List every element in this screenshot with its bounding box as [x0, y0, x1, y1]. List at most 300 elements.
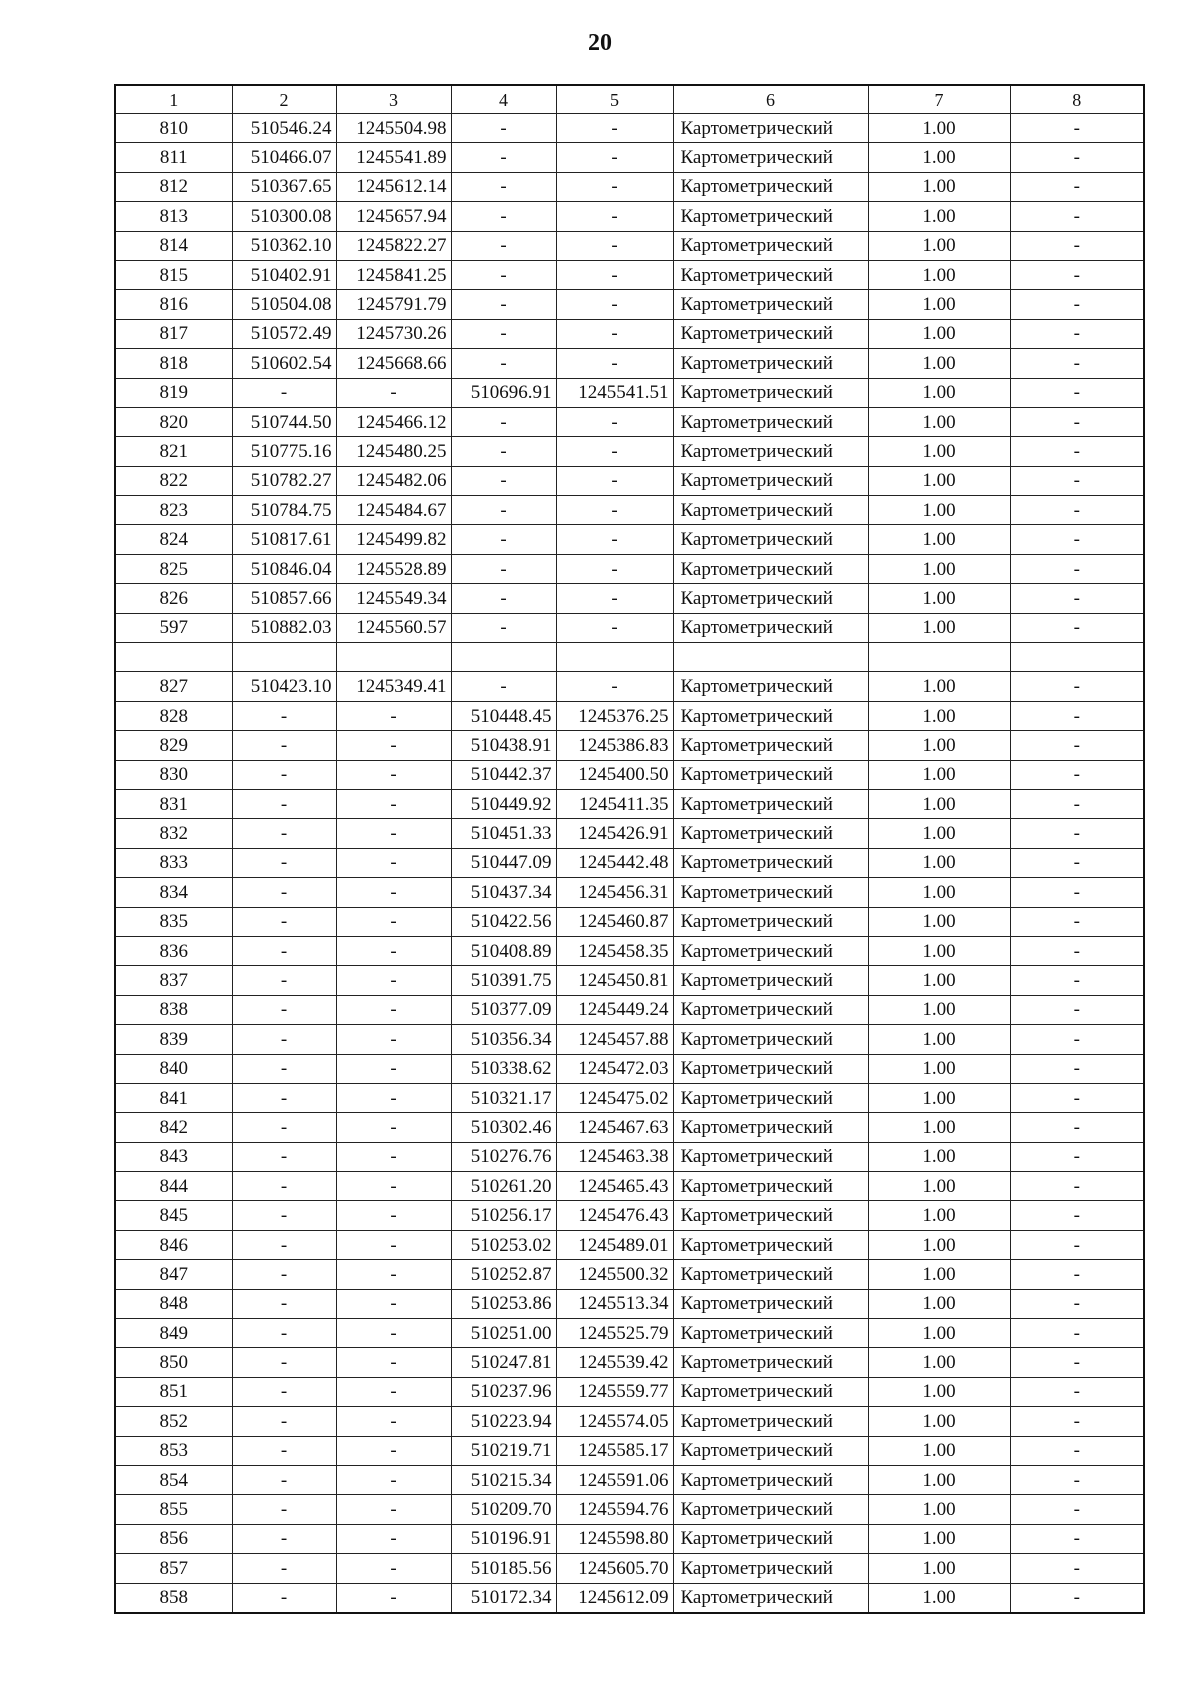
table-cell-col-8: - — [1010, 731, 1144, 760]
table-cell-col-6: Картометрический — [673, 1465, 868, 1494]
table-cell-col-2: - — [232, 1201, 336, 1230]
table-cell-col-4: - — [451, 202, 556, 231]
table-cell-col-7: 1.00 — [868, 496, 1010, 525]
table-cell-col-4: 510447.09 — [451, 848, 556, 877]
table-row — [115, 1465, 1144, 1494]
table-cell-col-8: - — [1010, 1054, 1144, 1083]
table-cell-col-2: 510367.65 — [232, 172, 336, 201]
table-cell-col-3: - — [336, 1495, 451, 1524]
table-cell-col-5: 1245605.70 — [556, 1554, 673, 1583]
table-cell-col-7: 1.00 — [868, 1524, 1010, 1553]
table-cell-col-3: - — [336, 1054, 451, 1083]
table-cell-col-8: - — [1010, 260, 1144, 289]
table-cell-col-5: - — [556, 672, 673, 701]
table-cell-col-5: 1245463.38 — [556, 1142, 673, 1171]
table-cell-col-3: - — [336, 907, 451, 936]
table-cell-col-5: 1245400.50 — [556, 760, 673, 789]
table-cell-col-7: 1.00 — [868, 319, 1010, 348]
table-cell-col-4: - — [451, 466, 556, 495]
table-cell-col-5: - — [556, 172, 673, 201]
table-cell-col-5: 1245513.34 — [556, 1289, 673, 1318]
table-cell-col-1: 828 — [115, 701, 232, 730]
table-cell-col-8: - — [1010, 1348, 1144, 1377]
table-row — [115, 1083, 1144, 1112]
table-cell-col-2: 510362.10 — [232, 231, 336, 260]
table-cell-col-4: - — [451, 231, 556, 260]
table-cell-col-7: 1.00 — [868, 907, 1010, 936]
table-cell-col-2: - — [232, 1025, 336, 1054]
table-cell-col-6: Картометрический — [673, 114, 868, 143]
table-cell-col-7: 1.00 — [868, 554, 1010, 583]
table-cell-col-1: 842 — [115, 1113, 232, 1142]
table-row — [115, 936, 1144, 965]
table-cell-col-8: - — [1010, 1465, 1144, 1494]
table-cell-col-8: - — [1010, 525, 1144, 554]
table-cell-col-7: 1.00 — [868, 731, 1010, 760]
table-row — [115, 1201, 1144, 1230]
table-cell-col-4: 510321.17 — [451, 1083, 556, 1112]
table-cell-col-4: - — [451, 525, 556, 554]
table-cell-col-6: Картометрический — [673, 1524, 868, 1553]
table-cell-col-4: 510442.37 — [451, 760, 556, 789]
table-cell-col-3: - — [336, 1260, 451, 1289]
table-row — [115, 848, 1144, 877]
table-cell-col-3: - — [336, 1319, 451, 1348]
table-cell-col-4: 510209.70 — [451, 1495, 556, 1524]
table-cell-col-5: 1245456.31 — [556, 878, 673, 907]
table-cell-col-7: 1.00 — [868, 231, 1010, 260]
table-cell-col-3: 1245668.66 — [336, 349, 451, 378]
table-cell-col-5: 1245426.91 — [556, 819, 673, 848]
table-cell-col-8: - — [1010, 966, 1144, 995]
table-cell-col-2: - — [232, 848, 336, 877]
table-cell-col-6: Картометрический — [673, 878, 868, 907]
table-cell-col-6: Картометрический — [673, 1554, 868, 1583]
table-cell-col-2: - — [232, 1289, 336, 1318]
table-cell-col-7: 1.00 — [868, 1377, 1010, 1406]
table-cell-col-4: 510338.62 — [451, 1054, 556, 1083]
table-row — [115, 1054, 1144, 1083]
table-cell-col-1: 838 — [115, 995, 232, 1024]
table-cell-col-4: 510422.56 — [451, 907, 556, 936]
table-cell-col-3: - — [336, 819, 451, 848]
table-cell-col-5: 1245594.76 — [556, 1495, 673, 1524]
table-cell-col-3 — [336, 643, 451, 672]
table-cell-col-4: 510223.94 — [451, 1407, 556, 1436]
table-cell-col-6: Картометрический — [673, 672, 868, 701]
table-cell-col-4: - — [451, 349, 556, 378]
table-row — [115, 966, 1144, 995]
table-cell-col-8: - — [1010, 202, 1144, 231]
table-cell-col-6: Картометрический — [673, 760, 868, 789]
table-cell-col-2: - — [232, 760, 336, 789]
table-cell-col-4 — [451, 643, 556, 672]
table-cell-col-8: - — [1010, 1083, 1144, 1112]
table-cell-col-7: 1.00 — [868, 760, 1010, 789]
table-row — [115, 1348, 1144, 1377]
table-cell-col-8: - — [1010, 1554, 1144, 1583]
column-header-3: 3 — [336, 85, 451, 114]
column-header-1: 1 — [115, 85, 232, 114]
table-row — [115, 1436, 1144, 1465]
table-cell-col-6: Картометрический — [673, 1407, 868, 1436]
table-cell-col-4: 510302.46 — [451, 1113, 556, 1142]
table-cell-col-5: 1245585.17 — [556, 1436, 673, 1465]
table-cell-col-3: 1245541.89 — [336, 143, 451, 172]
table-cell-col-8: - — [1010, 1142, 1144, 1171]
table-cell-col-4: - — [451, 143, 556, 172]
table-cell-col-8: - — [1010, 319, 1144, 348]
table-row — [115, 760, 1144, 789]
table-cell-col-6: Картометрический — [673, 1113, 868, 1142]
table-cell-col-6: Картометрический — [673, 1436, 868, 1465]
table-row — [115, 231, 1144, 260]
table-cell-col-8: - — [1010, 496, 1144, 525]
table-cell-col-6: Картометрический — [673, 1377, 868, 1406]
table-cell-col-5: 1245574.05 — [556, 1407, 673, 1436]
table-cell-col-6: Картометрический — [673, 290, 868, 319]
table-cell-col-6: Картометрический — [673, 936, 868, 965]
table-cell-col-2: - — [232, 1524, 336, 1553]
table-row — [115, 290, 1144, 319]
table-row — [115, 496, 1144, 525]
table-cell-col-8: - — [1010, 789, 1144, 818]
table-cell-col-3: 1245484.67 — [336, 496, 451, 525]
table-cell-col-8: - — [1010, 1319, 1144, 1348]
table-cell-col-8: - — [1010, 672, 1144, 701]
table-row — [115, 701, 1144, 730]
table-cell-col-8: - — [1010, 407, 1144, 436]
table-cell-col-2: - — [232, 701, 336, 730]
table-row — [115, 319, 1144, 348]
table-cell-col-3: - — [336, 789, 451, 818]
table-cell-col-3: 1245349.41 — [336, 672, 451, 701]
table-cell-col-8 — [1010, 643, 1144, 672]
table-cell-col-8: - — [1010, 1172, 1144, 1201]
table-cell-col-2: 510546.24 — [232, 114, 336, 143]
table-cell-col-7: 1.00 — [868, 378, 1010, 407]
table-cell-col-4: - — [451, 260, 556, 289]
column-header-4: 4 — [451, 85, 556, 114]
table-header-row — [115, 85, 1144, 114]
table-cell-col-1 — [115, 643, 232, 672]
table-cell-col-1: 855 — [115, 1495, 232, 1524]
table-cell-col-5 — [556, 643, 673, 672]
table-cell-col-2: 510572.49 — [232, 319, 336, 348]
table-cell-col-8: - — [1010, 848, 1144, 877]
table-row — [115, 554, 1144, 583]
table-row — [115, 643, 1144, 672]
table-cell-col-3: 1245730.26 — [336, 319, 451, 348]
table-cell-col-7: 1.00 — [868, 1407, 1010, 1436]
table-cell-col-6: Картометрический — [673, 1583, 868, 1613]
table-cell-col-4: 510451.33 — [451, 819, 556, 848]
table-cell-col-1: 832 — [115, 819, 232, 848]
table-cell-col-8: - — [1010, 819, 1144, 848]
table-cell-col-7: 1.00 — [868, 1083, 1010, 1112]
table-cell-col-5: - — [556, 260, 673, 289]
table-cell-col-5: 1245539.42 — [556, 1348, 673, 1377]
table-cell-col-5: 1245449.24 — [556, 995, 673, 1024]
table-cell-col-4: 510251.00 — [451, 1319, 556, 1348]
table-cell-col-6: Картометрический — [673, 202, 868, 231]
table-cell-col-3: - — [336, 701, 451, 730]
table-cell-col-8: - — [1010, 554, 1144, 583]
table-cell-col-4: 510449.92 — [451, 789, 556, 818]
table-row — [115, 613, 1144, 642]
table-cell-col-1: 816 — [115, 290, 232, 319]
table-cell-col-7: 1.00 — [868, 466, 1010, 495]
table-cell-col-3: - — [336, 848, 451, 877]
table-cell-col-5: - — [556, 525, 673, 554]
table-cell-col-3: 1245528.89 — [336, 554, 451, 583]
table-row — [115, 260, 1144, 289]
table-row — [115, 1495, 1144, 1524]
table-cell-col-5: 1245460.87 — [556, 907, 673, 936]
table-cell-col-6: Картометрический — [673, 701, 868, 730]
table-cell-col-4: 510237.96 — [451, 1377, 556, 1406]
table-cell-col-3: - — [336, 878, 451, 907]
table-cell-col-5: - — [556, 114, 673, 143]
table-cell-col-3: 1245841.25 — [336, 260, 451, 289]
table-cell-col-4: - — [451, 407, 556, 436]
table-cell-col-7: 1.00 — [868, 1436, 1010, 1465]
table-cell-col-1: 846 — [115, 1230, 232, 1259]
table-cell-col-7: 1.00 — [868, 407, 1010, 436]
table-cell-col-8: - — [1010, 1407, 1144, 1436]
table-cell-col-5: 1245591.06 — [556, 1465, 673, 1494]
table-cell-col-6: Картометрический — [673, 584, 868, 613]
table-cell-col-6: Картометрический — [673, 172, 868, 201]
table-cell-col-8: - — [1010, 584, 1144, 613]
table-row — [115, 995, 1144, 1024]
table-cell-col-2: - — [232, 378, 336, 407]
table-cell-col-3: - — [336, 1436, 451, 1465]
table-cell-col-4: 510261.20 — [451, 1172, 556, 1201]
table-cell-col-2: 510602.54 — [232, 349, 336, 378]
table-cell-col-6: Картометрический — [673, 437, 868, 466]
table-row — [115, 1025, 1144, 1054]
table-cell-col-1: 841 — [115, 1083, 232, 1112]
table-cell-col-6: Картометрический — [673, 1201, 868, 1230]
table-cell-col-6: Картометрический — [673, 1230, 868, 1259]
table-cell-col-2: - — [232, 1436, 336, 1465]
table-cell-col-2: - — [232, 1230, 336, 1259]
table-cell-col-4: - — [451, 496, 556, 525]
table-cell-col-7 — [868, 643, 1010, 672]
table-cell-col-4: - — [451, 554, 556, 583]
table-cell-col-6: Картометрический — [673, 1142, 868, 1171]
table-cell-col-5: 1245598.80 — [556, 1524, 673, 1553]
table-row — [115, 349, 1144, 378]
table-cell-col-6: Картометрический — [673, 789, 868, 818]
table-cell-col-5: - — [556, 319, 673, 348]
table-cell-col-4: - — [451, 584, 556, 613]
table-cell-col-1: 819 — [115, 378, 232, 407]
table-cell-col-7: 1.00 — [868, 584, 1010, 613]
table-row — [115, 1407, 1144, 1436]
table-cell-col-5: - — [556, 437, 673, 466]
table-cell-col-6: Картометрический — [673, 1172, 868, 1201]
table-cell-col-3: - — [336, 1583, 451, 1613]
table-cell-col-4: - — [451, 613, 556, 642]
column-header-8: 8 — [1010, 85, 1144, 114]
table-cell-col-5: 1245475.02 — [556, 1083, 673, 1112]
table-cell-col-7: 1.00 — [868, 1554, 1010, 1583]
table-cell-col-6: Картометрический — [673, 1054, 868, 1083]
table-cell-col-6: Картометрический — [673, 496, 868, 525]
table-cell-col-5: 1245450.81 — [556, 966, 673, 995]
table-cell-col-6: Картометрический — [673, 1025, 868, 1054]
table-cell-col-1: 822 — [115, 466, 232, 495]
table-row — [115, 437, 1144, 466]
table-cell-col-2: - — [232, 1554, 336, 1583]
table-cell-col-5: 1245612.09 — [556, 1583, 673, 1613]
table-cell-col-6: Картометрический — [673, 731, 868, 760]
table-cell-col-1: 840 — [115, 1054, 232, 1083]
table-cell-col-5: 1245465.43 — [556, 1172, 673, 1201]
table-cell-col-1: 597 — [115, 613, 232, 642]
table-cell-col-8: - — [1010, 1436, 1144, 1465]
table-cell-col-6: Картометрический — [673, 1289, 868, 1318]
table-cell-col-2: - — [232, 1407, 336, 1436]
table-cell-col-6: Картометрический — [673, 143, 868, 172]
table-cell-col-7: 1.00 — [868, 936, 1010, 965]
table-cell-col-6 — [673, 643, 868, 672]
table-cell-col-1: 827 — [115, 672, 232, 701]
table-row — [115, 202, 1144, 231]
table-cell-col-2: - — [232, 1319, 336, 1348]
table-cell-col-8: - — [1010, 437, 1144, 466]
table-cell-col-6: Картометрический — [673, 407, 868, 436]
column-header-7: 7 — [868, 85, 1010, 114]
table-cell-col-2: - — [232, 936, 336, 965]
table-cell-col-2: - — [232, 1083, 336, 1112]
table-cell-col-5: 1245458.35 — [556, 936, 673, 965]
table-cell-col-1: 844 — [115, 1172, 232, 1201]
table-row — [115, 1554, 1144, 1583]
table-cell-col-5: - — [556, 554, 673, 583]
table-cell-col-3: - — [336, 995, 451, 1024]
table-cell-col-4: 510448.45 — [451, 701, 556, 730]
table-cell-col-2: 510423.10 — [232, 672, 336, 701]
table-cell-col-6: Картометрический — [673, 613, 868, 642]
table-cell-col-2: 510817.61 — [232, 525, 336, 554]
table-cell-col-4: - — [451, 672, 556, 701]
table-cell-col-1: 814 — [115, 231, 232, 260]
table-cell-col-5: - — [556, 496, 673, 525]
table-cell-col-8: - — [1010, 701, 1144, 730]
table-cell-col-4: 510437.34 — [451, 878, 556, 907]
table-cell-col-2: - — [232, 1348, 336, 1377]
table-row — [115, 878, 1144, 907]
table-cell-col-7: 1.00 — [868, 1142, 1010, 1171]
table-cell-col-3: - — [336, 936, 451, 965]
table-row — [115, 1289, 1144, 1318]
table-cell-col-4: 510696.91 — [451, 378, 556, 407]
table-cell-col-7: 1.00 — [868, 701, 1010, 730]
table-row — [115, 1230, 1144, 1259]
table-cell-col-3: 1245480.25 — [336, 437, 451, 466]
table-cell-col-4: 510253.86 — [451, 1289, 556, 1318]
table-cell-col-2: - — [232, 819, 336, 848]
table-cell-col-6: Картометрический — [673, 995, 868, 1024]
table-cell-col-2: - — [232, 1113, 336, 1142]
table-cell-col-2: 510775.16 — [232, 437, 336, 466]
table-cell-col-6: Картометрический — [673, 848, 868, 877]
table-cell-col-3: - — [336, 1465, 451, 1494]
table-cell-col-5: 1245376.25 — [556, 701, 673, 730]
column-header-2: 2 — [232, 85, 336, 114]
table-cell-col-3: - — [336, 378, 451, 407]
table-cell-col-5: 1245525.79 — [556, 1319, 673, 1348]
table-cell-col-5: 1245386.83 — [556, 731, 673, 760]
table-cell-col-2: - — [232, 1260, 336, 1289]
table-cell-col-6: Картометрический — [673, 966, 868, 995]
table-cell-col-4: 510276.76 — [451, 1142, 556, 1171]
table-cell-col-8: - — [1010, 231, 1144, 260]
table-cell-col-7: 1.00 — [868, 878, 1010, 907]
table-cell-col-8: - — [1010, 1260, 1144, 1289]
table-cell-col-2: 510782.27 — [232, 466, 336, 495]
table-cell-col-5: 1245541.51 — [556, 378, 673, 407]
table-cell-col-7: 1.00 — [868, 290, 1010, 319]
table-row — [115, 1113, 1144, 1142]
table-cell-col-8: - — [1010, 290, 1144, 319]
table-row — [115, 731, 1144, 760]
table-cell-col-1: 836 — [115, 936, 232, 965]
table-cell-col-1: 853 — [115, 1436, 232, 1465]
table-cell-col-7: 1.00 — [868, 1260, 1010, 1289]
table-cell-col-3: - — [336, 1142, 451, 1171]
table-cell-col-7: 1.00 — [868, 819, 1010, 848]
table-cell-col-1: 825 — [115, 554, 232, 583]
table-cell-col-2: 510504.08 — [232, 290, 336, 319]
table-cell-col-1: 850 — [115, 1348, 232, 1377]
table-cell-col-7: 1.00 — [868, 114, 1010, 143]
table-cell-col-7: 1.00 — [868, 613, 1010, 642]
table-cell-col-1: 843 — [115, 1142, 232, 1171]
table-row — [115, 143, 1144, 172]
table-cell-col-1: 848 — [115, 1289, 232, 1318]
table-cell-col-4: 510391.75 — [451, 966, 556, 995]
table-cell-col-3: - — [336, 966, 451, 995]
table-cell-col-5: 1245500.32 — [556, 1260, 673, 1289]
table-cell-col-3: 1245466.12 — [336, 407, 451, 436]
table-cell-col-7: 1.00 — [868, 848, 1010, 877]
table-row — [115, 1142, 1144, 1171]
table-cell-col-4: - — [451, 114, 556, 143]
table-cell-col-8: - — [1010, 995, 1144, 1024]
table-cell-col-6: Картометрический — [673, 378, 868, 407]
table-cell-col-4: 510256.17 — [451, 1201, 556, 1230]
table-cell-col-6: Картометрический — [673, 466, 868, 495]
table-cell-col-5: - — [556, 584, 673, 613]
table-row — [115, 378, 1144, 407]
table-cell-col-2: 510882.03 — [232, 613, 336, 642]
table-cell-col-7: 1.00 — [868, 1348, 1010, 1377]
table-cell-col-6: Картометрический — [673, 349, 868, 378]
table-cell-col-4: 510247.81 — [451, 1348, 556, 1377]
table-cell-col-6: Картометрический — [673, 1260, 868, 1289]
table-cell-col-3: 1245822.27 — [336, 231, 451, 260]
table-cell-col-1: 831 — [115, 789, 232, 818]
table-row — [115, 114, 1144, 143]
table-row — [115, 1377, 1144, 1406]
table-cell-col-6: Картометрический — [673, 1495, 868, 1524]
coordinates-table — [114, 84, 1145, 1614]
table-cell-col-1: 845 — [115, 1201, 232, 1230]
